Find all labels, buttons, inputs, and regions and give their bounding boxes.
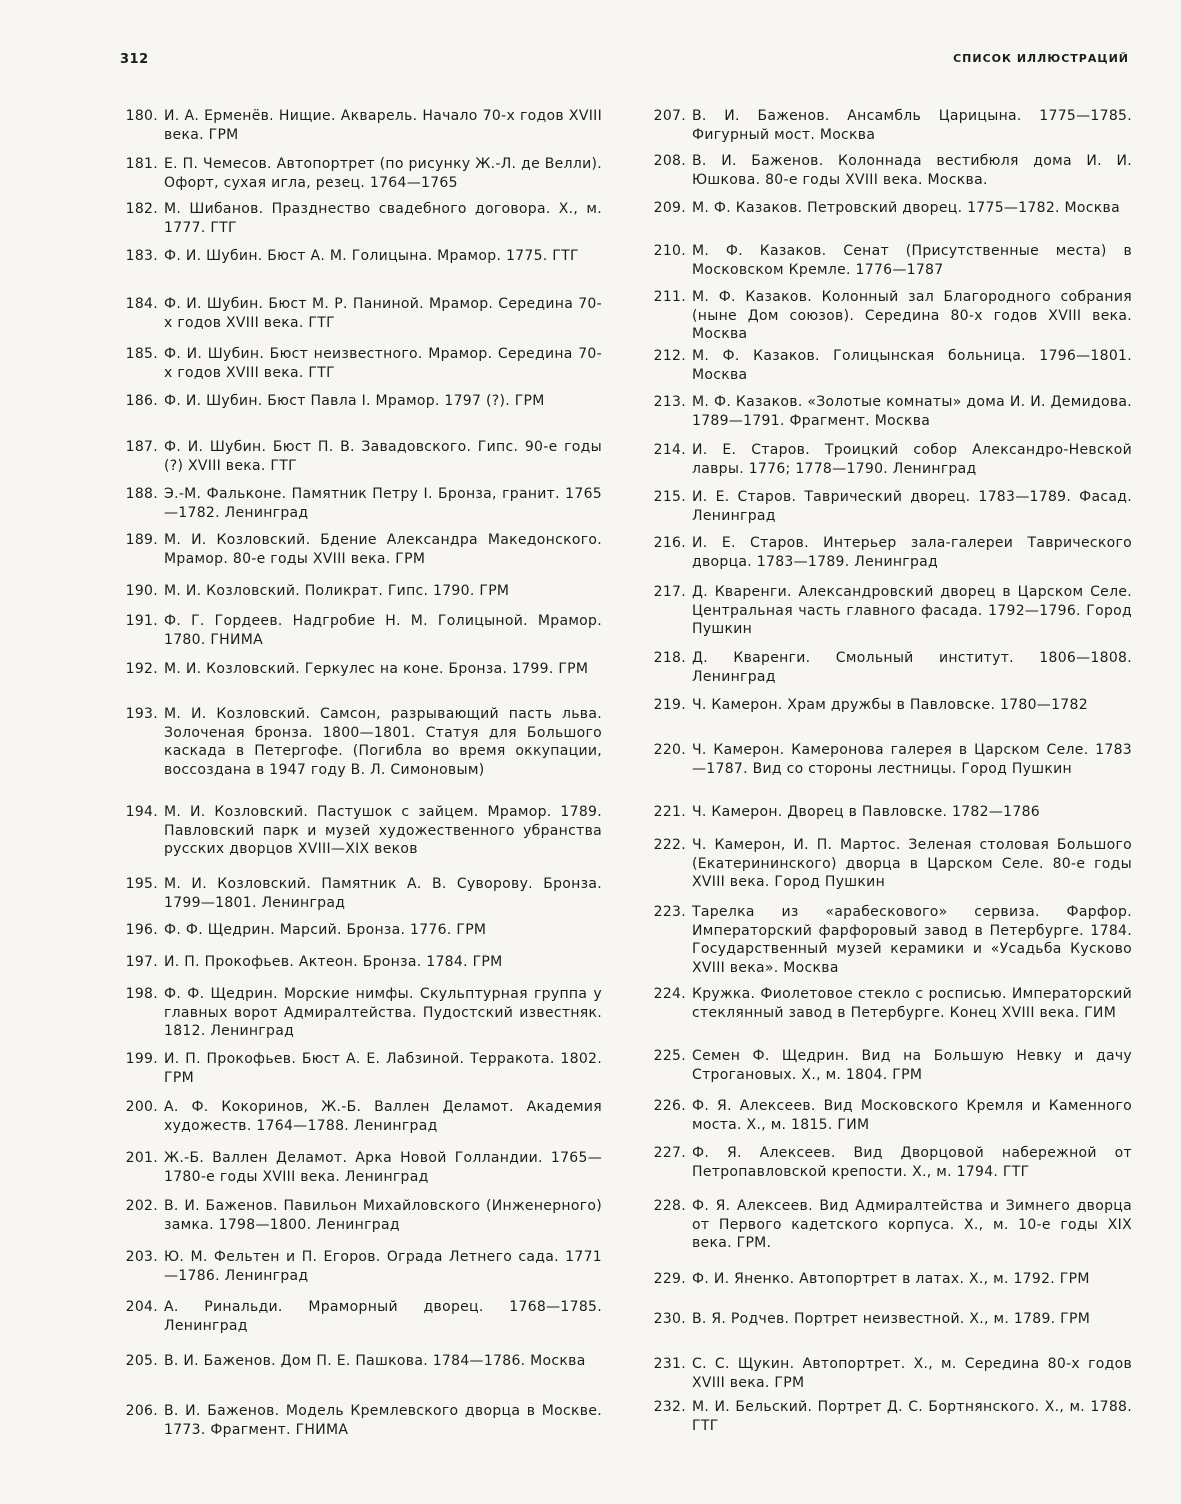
list-item — [120, 582, 602, 601]
list-item — [120, 247, 602, 266]
list-item — [648, 741, 1132, 778]
item-caption: В. И. Баженов. Ансамбль Царицына. 1775—1785. Фигурный мост. Москва — [692, 108, 1132, 143]
item-caption: М. Ф. Казаков. Петровский дворец. 1775—1782. Москва — [692, 200, 1120, 216]
list-item — [648, 1398, 1132, 1435]
item-number: 209. — [653, 200, 686, 216]
item-caption: И. Е. Старов. Таврический дворец. 1783—1789. Фасад. Ленинград — [692, 489, 1132, 524]
item-caption: Е. П. Чемесов. Автопортрет (по рисунку Ж.-Л. де Велли). Офорт, сухая игла, резец. 1764—1765 — [164, 156, 602, 191]
list-item — [120, 1149, 602, 1186]
list-item — [120, 660, 602, 679]
list-item — [648, 441, 1132, 478]
item-number: 180. — [125, 108, 158, 124]
item-number: 203. — [125, 1249, 158, 1265]
item-number: 210. — [653, 243, 686, 259]
item-number: 231. — [653, 1356, 686, 1372]
list-item — [648, 649, 1132, 686]
list-item — [648, 1144, 1132, 1181]
item-number: 224. — [653, 986, 686, 1002]
item-number: 188. — [125, 486, 158, 502]
list-item — [648, 534, 1132, 571]
item-caption: Ф. И. Шубин. Бюст М. Р. Паниной. Мрамор. Середина 70-х годов XVIII века. ГТГ — [164, 296, 602, 331]
item-caption: Ф. И. Шубин. Бюст П. В. Завадовского. Гипс. 90-е годы (?) XVIII века. ГТГ — [164, 439, 602, 474]
item-number: 207. — [653, 108, 686, 124]
item-number: 201. — [125, 1150, 158, 1166]
list-item — [648, 1310, 1132, 1329]
item-number: 219. — [653, 697, 686, 713]
list-item — [648, 288, 1132, 344]
item-caption: Ч. Камерон. Храм дружбы в Павловске. 1780—1782 — [692, 697, 1088, 713]
item-caption: Кружка. Фиолетовое стекло с росписью. Императорский стеклянный завод в Петербурге. Конец XVIII века. ГИМ — [692, 986, 1132, 1021]
item-number: 202. — [125, 1198, 158, 1214]
list-item — [648, 1355, 1132, 1392]
item-number: 208. — [653, 153, 686, 169]
list-item — [648, 903, 1132, 977]
item-number: 211. — [653, 289, 686, 305]
list-item — [120, 985, 602, 1041]
item-caption: Ю. М. Фельтен и П. Егоров. Ограда Летнего сада. 1771—1786. Ленинград — [164, 1249, 602, 1284]
list-item — [120, 921, 602, 940]
item-caption: Ж.-Б. Валлен Деламот. Арка Новой Голландии. 1765—1780-е годы XVIII века. Ленинград — [164, 1150, 602, 1185]
list-item — [648, 199, 1132, 218]
item-caption: И. П. Прокофьев. Актеон. Бронза. 1784. ГРМ — [164, 954, 503, 970]
item-caption: Д. Кваренги. Александровский дворец в Царском Селе. Центральная часть главного фасада. 1792—1796. Город Пушкин — [692, 584, 1132, 637]
list-item — [120, 875, 602, 912]
item-caption: Тарелка из «арабескового» сервиза. Фарфор. Императорский фарфоровый завод в Петербурге. 1784. Государственный музей керамики и «Усадьба Кусково XVIII века». Москва — [692, 904, 1132, 976]
item-caption: И. А. Ерменёв. Нищие. Акварель. Начало 70-х годов XVIII века. ГРМ — [164, 108, 602, 143]
item-number: 205. — [125, 1353, 158, 1369]
item-caption: Ф. Ф. Щедрин. Марсий. Бронза. 1776. ГРМ — [164, 922, 487, 938]
item-caption: М. И. Козловский. Памятник А. В. Суворову. Бронза. 1799—1801. Ленинград — [164, 876, 602, 911]
item-number: 212. — [653, 348, 686, 364]
list-item — [120, 345, 602, 382]
list-item — [120, 705, 602, 779]
list-item — [648, 1197, 1132, 1253]
item-number: 184. — [125, 296, 158, 312]
item-caption: И. Е. Старов. Интерьер зала-галереи Таврического дворца. 1783—1789. Ленинград — [692, 535, 1132, 570]
item-number: 223. — [653, 904, 686, 920]
item-number: 228. — [653, 1198, 686, 1214]
item-number: 189. — [125, 532, 158, 548]
list-item — [120, 803, 602, 859]
item-caption: Д. Кваренги. Смольный институт. 1806—1808. Ленинград — [692, 650, 1132, 685]
list-item — [120, 1098, 602, 1135]
item-number: 198. — [125, 986, 158, 1002]
item-caption: И. П. Прокофьев. Бюст А. Е. Лабзиной. Терракота. 1802. ГРМ — [164, 1051, 602, 1086]
item-caption: И. Е. Старов. Троицкий собор Александро-Невской лавры. 1776; 1778—1790. Ленинград — [692, 442, 1132, 477]
list-item — [648, 1270, 1132, 1289]
list-item — [120, 200, 602, 237]
list-item — [120, 1197, 602, 1234]
item-caption: М. Ф. Казаков. Колонный зал Благородного собрания (ныне Дом союзов). Середина 80-х годов XVIII века. Москва — [692, 289, 1132, 342]
item-number: 227. — [653, 1145, 686, 1161]
item-number: 232. — [653, 1399, 686, 1415]
list-item — [648, 1097, 1132, 1134]
item-number: 229. — [653, 1271, 686, 1287]
item-number: 216. — [653, 535, 686, 551]
item-caption: Ф. Я. Алексеев. Вид Московского Кремля и Каменного моста. Х., м. 1815. ГИМ — [692, 1098, 1132, 1133]
item-caption: Ф. Г. Гордеев. Надгробие Н. М. Голицыной. Мрамор. 1780. ГНИМА — [164, 613, 602, 648]
item-caption: А. Ринальди. Мраморный дворец. 1768—1785. Ленинград — [164, 1299, 602, 1334]
item-caption: В. И. Баженов. Дом П. Е. Пашкова. 1784—1786. Москва — [164, 1353, 586, 1369]
list-item — [120, 1050, 602, 1087]
list-item — [120, 953, 602, 972]
item-caption: Ф. Я. Алексеев. Вид Дворцовой набережной от Петропавловской крепости. Х., м. 1794. ГТГ — [692, 1145, 1132, 1180]
item-number: 185. — [125, 346, 158, 362]
item-caption: М. И. Козловский. Пастушок с зайцем. Мрамор. 1789. Павловский парк и музей художественного убранства русских дворцов XVIII—XIX веков — [164, 804, 602, 857]
item-number: 218. — [653, 650, 686, 666]
list-item — [648, 583, 1132, 639]
item-caption: С. С. Щукин. Автопортрет. Х., м. Середина 80-х годов XVIII века. ГРМ — [692, 1356, 1132, 1391]
item-caption: М. И. Козловский. Поликрат. Гипс. 1790. ГРМ — [164, 583, 510, 599]
list-item — [648, 347, 1132, 384]
item-number: 193. — [125, 706, 158, 722]
item-caption: Ф. Я. Алексеев. Вид Адмиралтейства и Зимнего дворца от Первого кадетского корпуса. Х., м. 10-е годы XIX века. ГРМ. — [692, 1198, 1132, 1251]
list-item — [648, 1047, 1132, 1084]
item-number: 187. — [125, 439, 158, 455]
item-number: 183. — [125, 248, 158, 264]
item-caption: В. И. Баженов. Павильон Михайловского (Инженерного) замка. 1798—1800. Ленинград — [164, 1198, 602, 1233]
item-number: 214. — [653, 442, 686, 458]
item-caption: В. Я. Родчев. Портрет неизвестной. Х., м. 1789. ГРМ — [692, 1311, 1091, 1327]
item-caption: М. И. Бельский. Портрет Д. С. Бортнянского. Х., м. 1788. ГТГ — [692, 1399, 1132, 1434]
item-number: 196. — [125, 922, 158, 938]
item-caption: Семен Ф. Щедрин. Вид на Большую Невку и дачу Строгановых. Х., м. 1804. ГРМ — [692, 1048, 1132, 1083]
item-number: 222. — [653, 837, 686, 853]
list-item — [120, 438, 602, 475]
list-item — [648, 107, 1132, 144]
item-number: 192. — [125, 661, 158, 677]
item-number: 204. — [125, 1299, 158, 1315]
item-number: 230. — [653, 1311, 686, 1327]
item-caption: А. Ф. Кокоринов, Ж.-Б. Валлен Деламот. Академия художеств. 1764—1788. Ленинград — [164, 1099, 602, 1134]
item-number: 195. — [125, 876, 158, 892]
item-caption: Ч. Камерон, И. П. Мартос. Зеленая столовая Большого (Екатерининского) дворца в Царском Селе. 80-е годы XVIII века. Город Пушкин — [692, 837, 1132, 890]
item-caption: Ф. И. Шубин. Бюст А. М. Голицына. Мрамор. 1775. ГТГ — [164, 248, 579, 264]
item-caption: М. И. Козловский. Самсон, разрывающий пасть льва. Золоченая бронза. 1800—1801. Статуя для Большого каскада в Петергофе. (Погибла во время оккупации, воссоздана в 1947 году В. Л. Симоновым) — [164, 706, 602, 778]
item-number: 213. — [653, 394, 686, 410]
item-caption: Ф. И. Шубин. Бюст Павла I. Мрамор. 1797 (?). ГРМ — [164, 393, 545, 409]
item-number: 197. — [125, 954, 158, 970]
list-item — [120, 295, 602, 332]
item-caption: Ф. Ф. Щедрин. Морские нимфы. Скульптурная группа у главных ворот Адмиралтейства. Пудостский известняк. 1812. Ленинград — [164, 986, 602, 1039]
list-item — [648, 985, 1132, 1022]
list-item — [648, 393, 1132, 430]
item-caption: В. И. Баженов. Модель Кремлевского дворца в Москве. 1773. Фрагмент. ГНИМА — [164, 1403, 602, 1438]
list-item — [120, 1402, 602, 1439]
item-number: 186. — [125, 393, 158, 409]
item-number: 181. — [125, 156, 158, 172]
item-number: 217. — [653, 584, 686, 600]
item-caption: М. Ф. Казаков. Сенат (Присутственные места) в Московском Кремле. 1776—1787 — [692, 243, 1132, 278]
list-item — [120, 107, 602, 144]
item-caption: М. Ф. Казаков. «Золотые комнаты» дома И. И. Демидова. 1789—1791. Фрагмент. Москва — [692, 394, 1132, 429]
list-item — [648, 696, 1132, 715]
list-item — [120, 1248, 602, 1285]
list-item — [648, 152, 1132, 189]
item-number: 190. — [125, 583, 158, 599]
list-item — [648, 803, 1132, 822]
list-item — [120, 531, 602, 568]
item-number: 182. — [125, 201, 158, 217]
running-head: СПИСОК ИЛЛЮСТРАЦИЙ — [953, 52, 1129, 65]
item-number: 220. — [653, 742, 686, 758]
page-number: 312 — [120, 52, 149, 67]
item-caption: Ч. Камерон. Камеронова галерея в Царском Селе. 1783—1787. Вид со стороны лестницы. Город Пушкин — [692, 742, 1132, 777]
item-caption: Ф. И. Яненко. Автопортрет в латах. Х., м. 1792. ГРМ — [692, 1271, 1090, 1287]
list-item — [120, 485, 602, 522]
list-item — [120, 1298, 602, 1335]
item-number: 226. — [653, 1098, 686, 1114]
item-number: 194. — [125, 804, 158, 820]
item-number: 221. — [653, 804, 686, 820]
list-item — [120, 155, 602, 192]
item-caption: М. И. Козловский. Геркулес на коне. Бронза. 1799. ГРМ — [164, 661, 589, 677]
list-item — [120, 612, 602, 649]
item-caption: М. И. Козловский. Бдение Александра Македонского. Мрамор. 80-е годы XVIII века. ГРМ — [164, 532, 602, 567]
item-number: 191. — [125, 613, 158, 629]
item-caption: М. Шибанов. Празднество свадебного договора. Х., м. 1777. ГТГ — [164, 201, 602, 236]
item-caption: В. И. Баженов. Колоннада вестибюля дома И. И. Юшкова. 80-е годы XVIII века. Москва. — [692, 153, 1132, 188]
item-number: 215. — [653, 489, 686, 505]
list-item — [120, 392, 602, 411]
list-item — [648, 242, 1132, 279]
list-item — [120, 1352, 602, 1371]
list-item — [648, 836, 1132, 892]
item-caption: Э.-М. Фальконе. Памятник Петру I. Бронза, гранит. 1765—1782. Ленинград — [164, 486, 602, 521]
list-item — [648, 488, 1132, 525]
item-caption: М. Ф. Казаков. Голицынская больница. 1796—1801. Москва — [692, 348, 1132, 383]
item-number: 199. — [125, 1051, 158, 1067]
item-caption: Ч. Камерон. Дворец в Павловске. 1782—1786 — [692, 804, 1040, 820]
item-number: 225. — [653, 1048, 686, 1064]
item-number: 200. — [125, 1099, 158, 1115]
item-caption: Ф. И. Шубин. Бюст неизвестного. Мрамор. Середина 70-х годов XVIII века. ГТГ — [164, 346, 602, 381]
item-number: 206. — [125, 1403, 158, 1419]
